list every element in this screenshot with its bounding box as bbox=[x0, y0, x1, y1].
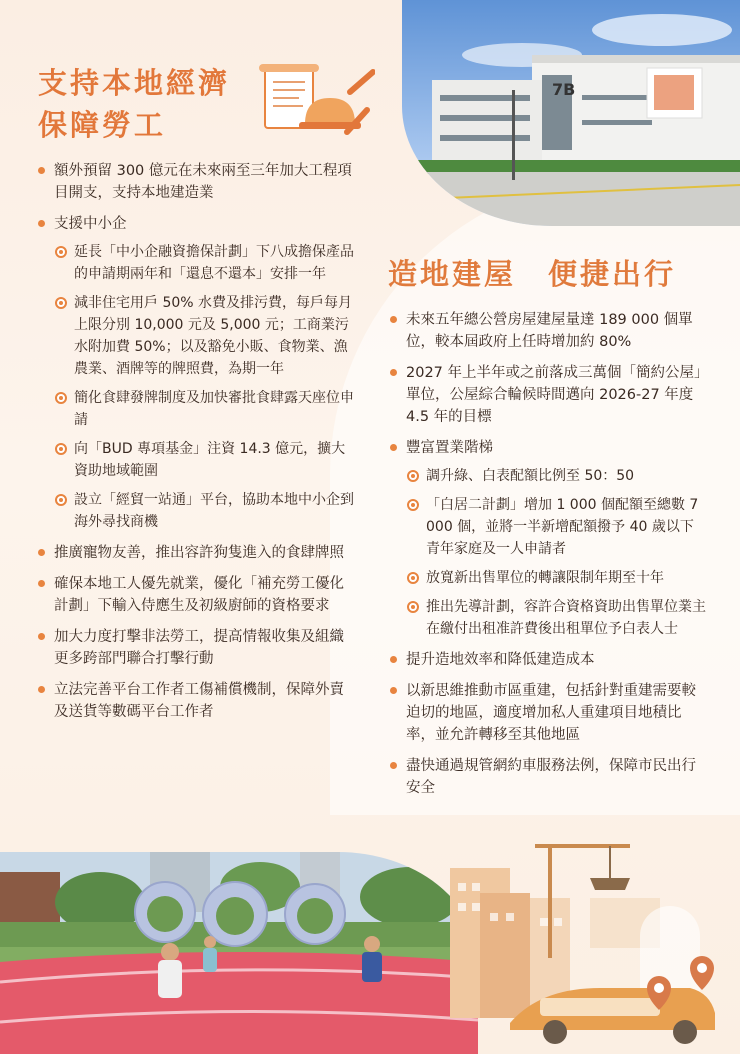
sub-list-item: 放寬新出售單位的轉讓限制年期至十年 bbox=[406, 567, 706, 589]
list-item: 立法完善平台工作者工傷補償機制，保障外賣及送貨等數碼平台工作者 bbox=[36, 679, 356, 723]
sub-list-item: 簡化食肆發牌制度及加快審批食肆露天座位申請 bbox=[54, 387, 356, 431]
sub-list-item: 推出先導計劃，容許合資格資助出售單位業主在繳付出租准許費後出租單位予白表人士 bbox=[406, 596, 706, 640]
section-title-economy bbox=[38, 62, 230, 146]
list-item: 額外預留 300 億元在未來兩至三年加大工程項目開支，支持本地建造業 bbox=[36, 160, 356, 204]
title-line-2: 保障勞工 bbox=[38, 108, 167, 142]
economy-list bbox=[36, 160, 356, 732]
list-item: 以新思維推動市區重建，包括針對重建需要較迫切的地區，適度增加私人重建項目地積比率，並允許轉移至其他地區 bbox=[388, 680, 706, 746]
section-title-housing: 造地建屋 便捷出行 bbox=[388, 257, 677, 291]
list-item: 未來五年總公營房屋建屋量達 189 000 個單位，較本屆政府上任時增加約 80% bbox=[388, 309, 706, 353]
sub-list-item: 減非住宅用戶 50% 水費及排污費，每戶每月上限分別 10,000 元及 5,000 元；工商業污水附加費 50%；以及豁免小販、食物業、漁農業、酒牌等的牌照費，為期一年 bbox=[54, 292, 356, 380]
sub-list-item: 設立「經貿一站通」平台，協助本地中小企到海外尋找商機 bbox=[54, 489, 356, 533]
scroll-helmet-wrench-icon bbox=[255, 62, 375, 144]
housing-list bbox=[388, 309, 706, 808]
list-item: 確保本地工人優先就業，優化「補充勞工優化計劃」下輸入侍應生及初級廚師的資格要求 bbox=[36, 573, 356, 617]
list-item: 2027 年上半年或之前落成三萬個「簡約公屋」單位，公屋綜合輪候時間邁向 2026-27 年度 4.5 年的目標 bbox=[388, 362, 706, 428]
sub-list-item: 調升綠、白表配額比例至 50：50 bbox=[406, 465, 706, 487]
sub-list-item: 向「BUD 專項基金」注資 14.3 億元，擴大資助地域範圍 bbox=[54, 438, 356, 482]
list-item: 加大力度打擊非法勞工，提高情報收集及組織更多跨部門聯合打擊行動 bbox=[36, 626, 356, 670]
building-photo bbox=[402, 0, 740, 226]
park-photo bbox=[0, 852, 478, 1054]
sub-list-item: 「白居二計劃」增加 1 000 個配額至總數 7 000 個，並將一半新增配額撥予 40 歲以下青年家庭及一人申請者 bbox=[406, 494, 706, 560]
list-item: 支援中小企 延長「中小企融資擔保計劃」下八成擔保產品的申請期兩年和「還息不還本」安排一年 減非住宅用戶 50% 水費及排污費，每戶每月上限分別 10,000 元及 5,000 元；工商業污水附加費 50%；以及豁免小販、食物業、漁農業、酒牌等的牌照費，為期一年 簡化食肆發牌制度及加快審批食肆露天座位申請 向「BUD 專項基金」注資 14.3 億元，擴大資助地域範圍 設立「經貿一站通」平台，協助本地中小企到海外尋找商機 bbox=[36, 213, 356, 533]
city-construction-icon bbox=[440, 838, 740, 1054]
list-item: 提升造地效率和降低建造成本 bbox=[388, 649, 706, 671]
title-line-1: 支持本地經濟 bbox=[38, 66, 231, 100]
list-item: 推廣寵物友善，推出容許狗隻進入的食肆牌照 bbox=[36, 542, 356, 564]
building-number: 7B bbox=[552, 80, 576, 99]
list-item: 豐富置業階梯 調升綠、白表配額比例至 50：50 「白居二計劃」增加 1 000 個配額至總數 7 000 個，並將一半新增配額撥予 40 歲以下青年家庭及一人申請者 放寬新出售單位的轉讓限制年期至十年 推出先導計劃，容許合資格資助出售單位業主在繳付出租准許費後出租單位予白表人士 bbox=[388, 437, 706, 640]
list-item: 盡快通過規管網約車服務法例，保障市民出行安全 bbox=[388, 755, 706, 799]
sub-list-item: 延長「中小企融資擔保計劃」下八成擔保產品的申請期兩年和「還息不還本」安排一年 bbox=[54, 241, 356, 285]
